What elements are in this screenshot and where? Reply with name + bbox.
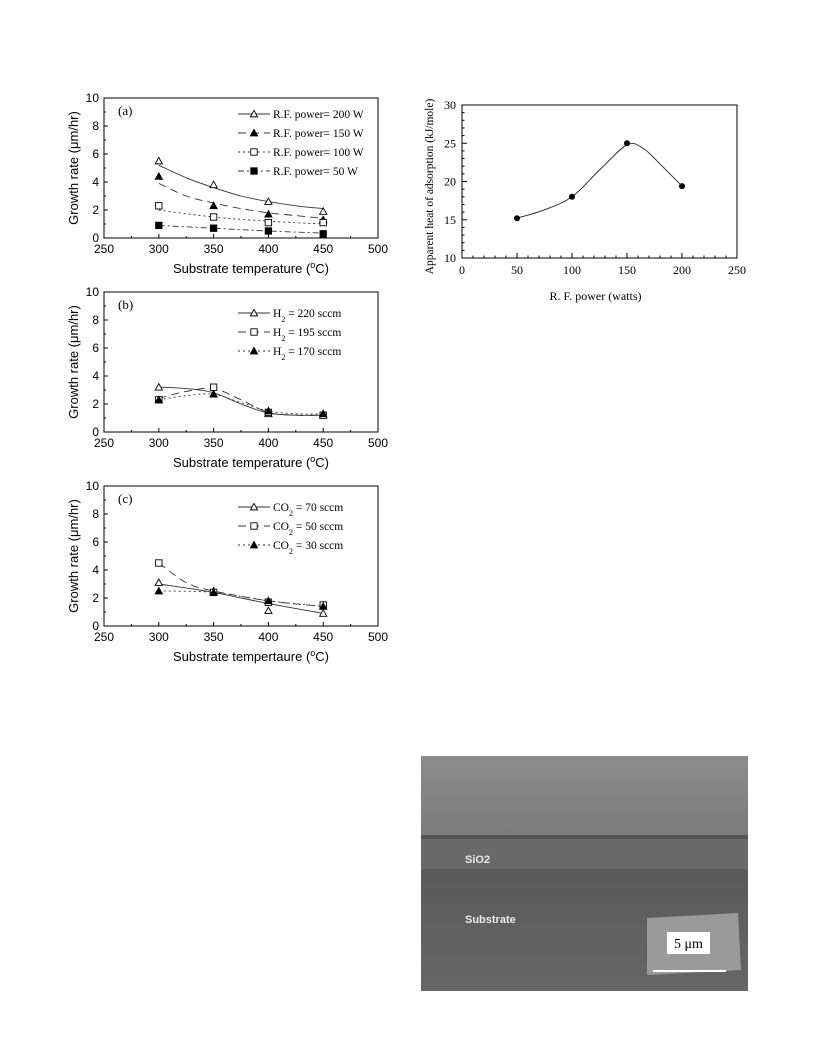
panel-a-series-3-point — [265, 228, 271, 234]
oxide-label: SiO2 — [465, 854, 491, 866]
panel-a-y-tick-label: 0 — [92, 231, 99, 245]
panel-b-series-1-point — [210, 384, 216, 390]
panel-c-y-tick-label: 4 — [92, 563, 99, 577]
panel-a-series-1-point — [265, 211, 272, 217]
panel-a-series-3-point — [156, 222, 162, 228]
panel-a-panel-label: (a) — [118, 103, 133, 118]
panel-c-series-0-point — [155, 579, 162, 585]
chart-heat-of-adsorption — [415, 95, 760, 310]
panel-c-y-tick-label: 6 — [92, 535, 99, 549]
panel-a-x-tick-label: 250 — [93, 242, 115, 256]
heat-series-point — [624, 140, 630, 146]
panel-b-legend-marker — [251, 329, 257, 335]
panel-c-x-tick-label: 400 — [258, 630, 279, 644]
panel-a-series-1-point — [210, 202, 217, 208]
panel-c-y-tick-label: 10 — [85, 479, 99, 493]
panel-b-x-axis-label: Substrate temperature ($^o$C) — [172, 454, 330, 470]
panel-b-y-tick-label: 10 — [85, 285, 99, 299]
panel-c-y-tick-label: 8 — [92, 507, 99, 521]
panel-a-x-axis-label: Substrate temperature ($^o$C) — [172, 260, 330, 276]
panel-c-x-tick-label: 350 — [203, 630, 224, 644]
heat-plot-frame — [462, 105, 737, 258]
panel-a-y-tick-label: 6 — [92, 147, 99, 161]
panel-c-x-tick-label: 500 — [367, 630, 389, 644]
panel-c-series-1-curve — [159, 563, 323, 606]
panel-a-legend-label: R.F. power= 50 W — [273, 166, 358, 178]
panel-c-x-axis-label: Substrate tempertaure ($^o$C) — [172, 648, 330, 664]
heat-y-tick-label: 10 — [444, 251, 456, 265]
panel-c-legend-label: $CO_2 = 50$ sccm — [273, 521, 344, 537]
heat-series-curve — [517, 143, 682, 218]
panel-b-x-tick-label: 450 — [313, 436, 334, 450]
heat-x-tick-label: 200 — [673, 263, 691, 277]
panel-b-legend-label: $H_2 = 195$ sccm — [273, 327, 342, 343]
panel-c-series-2-point — [155, 587, 162, 593]
panel-b-x-tick-label: 350 — [203, 436, 224, 450]
panel-a-y-tick-label: 2 — [92, 203, 99, 217]
heat-x-tick-label: 50 — [511, 263, 523, 277]
heat-series-point — [679, 183, 685, 189]
panel-b-x-tick-label: 250 — [93, 436, 115, 450]
panel-a-series-0-point — [155, 157, 162, 163]
panel-a-y-tick-label: 4 — [92, 175, 99, 189]
panel-a-legend-label: R.F. power= 100 W — [273, 147, 364, 159]
panel-c-x-tick-label: 450 — [313, 630, 334, 644]
panel-b-series-0-curve — [159, 387, 323, 415]
panel-a-series-0-point — [210, 181, 217, 187]
panel-b-x-tick-label: 500 — [367, 436, 389, 450]
heat-x-tick-label: 0 — [459, 263, 465, 277]
panel-c-series-0-point — [265, 607, 272, 613]
scale-bar-label: 5 μm — [674, 937, 703, 952]
panel-b-y-tick-label: 8 — [92, 313, 99, 327]
heat-y-tick-label: 30 — [444, 98, 456, 112]
panel-b-series-1-curve — [159, 388, 323, 415]
heat-y-axis-label: Apparent heat of adsorption (kJ/mole) — [424, 98, 436, 275]
heat-x-tick-label: 250 — [728, 263, 746, 277]
panel-b-y-axis-label: Growth rate (μm/hr) — [66, 305, 81, 419]
oxide-interface-line — [421, 835, 748, 839]
panel-a-series-2-point — [210, 214, 216, 220]
panel-a-series-1-point — [155, 173, 162, 179]
panel-a-legend-label: R.F. power= 200 W — [273, 109, 364, 121]
heat-x-axis-label: R. F. power (watts) — [549, 289, 642, 303]
panel-a-series-3-point — [210, 225, 216, 231]
panel-c-legend-marker — [251, 523, 257, 529]
heat-y-tick-label: 25 — [444, 136, 456, 151]
panel-b-y-tick-label: 2 — [92, 397, 99, 411]
panel-c-y-tick-label: 0 — [92, 619, 99, 633]
panel-a-series-2-point — [156, 203, 162, 209]
panel-b-panel-label: (b) — [118, 297, 134, 312]
panel-a-y-tick-label: 8 — [92, 119, 99, 133]
panel-b-y-tick-label: 4 — [92, 369, 99, 383]
panel-c-y-axis-label: Growth rate (μm/hr) — [66, 499, 81, 613]
chart-panel-c — [60, 476, 400, 670]
panel-b-y-tick-label: 6 — [92, 341, 99, 355]
panel-c-series-0-curve — [159, 584, 323, 613]
panel-a-series-3-point — [320, 231, 326, 237]
panel-c-series-2-curve — [159, 591, 323, 606]
panel-a-y-axis-label: Growth rate (μm/hr) — [66, 111, 81, 225]
panel-c-x-tick-label: 250 — [93, 630, 115, 644]
panel-c-y-tick-label: 2 — [92, 591, 99, 605]
sem-background-region — [421, 756, 748, 836]
panel-a-y-tick-label: 10 — [85, 91, 99, 105]
panel-b-legend-label: $H_2 = 170$ sccm — [273, 346, 342, 362]
chart-panel-a — [60, 88, 400, 280]
heat-series-point — [514, 215, 520, 221]
chart-panel-b — [60, 282, 400, 476]
panel-c-panel-label: (c) — [118, 491, 133, 506]
panel-a-series-2-curve — [159, 210, 323, 224]
panel-a-x-tick-label: 400 — [258, 242, 279, 256]
heat-x-tick-label: 100 — [563, 263, 581, 277]
panel-a-series-1-curve — [159, 183, 323, 218]
panel-c-x-tick-label: 300 — [148, 630, 169, 644]
substrate-label: Substrate — [465, 914, 516, 926]
scale-bar — [653, 970, 726, 972]
panel-a-legend-marker — [251, 168, 257, 174]
panel-c-legend-marker — [250, 541, 257, 547]
panel-a-series-2-point — [265, 219, 271, 225]
panel-a-legend-label: R.F. power= 150 W — [273, 128, 364, 140]
sem-image-graphic — [421, 756, 748, 991]
heat-y-tick-label: 20 — [444, 174, 456, 189]
panel-a-x-tick-label: 450 — [313, 242, 334, 256]
sem-cross-section-image — [421, 756, 748, 991]
panel-b-legend-label: $H_2 = 220$ sccm — [273, 308, 342, 324]
panel-b-x-tick-label: 300 — [148, 436, 169, 450]
panel-a-x-tick-label: 500 — [367, 242, 389, 256]
heat-series-point — [569, 194, 575, 200]
panel-b-series-0-point — [155, 384, 162, 390]
panel-a-series-2-point — [320, 219, 326, 225]
panel-a-legend-marker — [251, 149, 257, 155]
panel-b-x-tick-label: 400 — [258, 436, 279, 450]
heat-x-tick-label: 150 — [618, 263, 636, 277]
panel-b-y-tick-label: 0 — [92, 425, 99, 439]
panel-c-series-1-point — [156, 560, 162, 566]
panel-b-legend-marker — [250, 347, 257, 353]
panel-a-series-3-curve — [159, 225, 323, 233]
panel-a-x-tick-label: 300 — [148, 242, 169, 256]
panel-c-legend-label: $CO_2 = 30$ sccm — [273, 540, 344, 556]
panel-c-legend-label: $CO_2 = 70$ sccm — [273, 502, 344, 518]
heat-y-tick-label: 15 — [444, 212, 456, 227]
panel-a-x-tick-label: 350 — [203, 242, 224, 256]
